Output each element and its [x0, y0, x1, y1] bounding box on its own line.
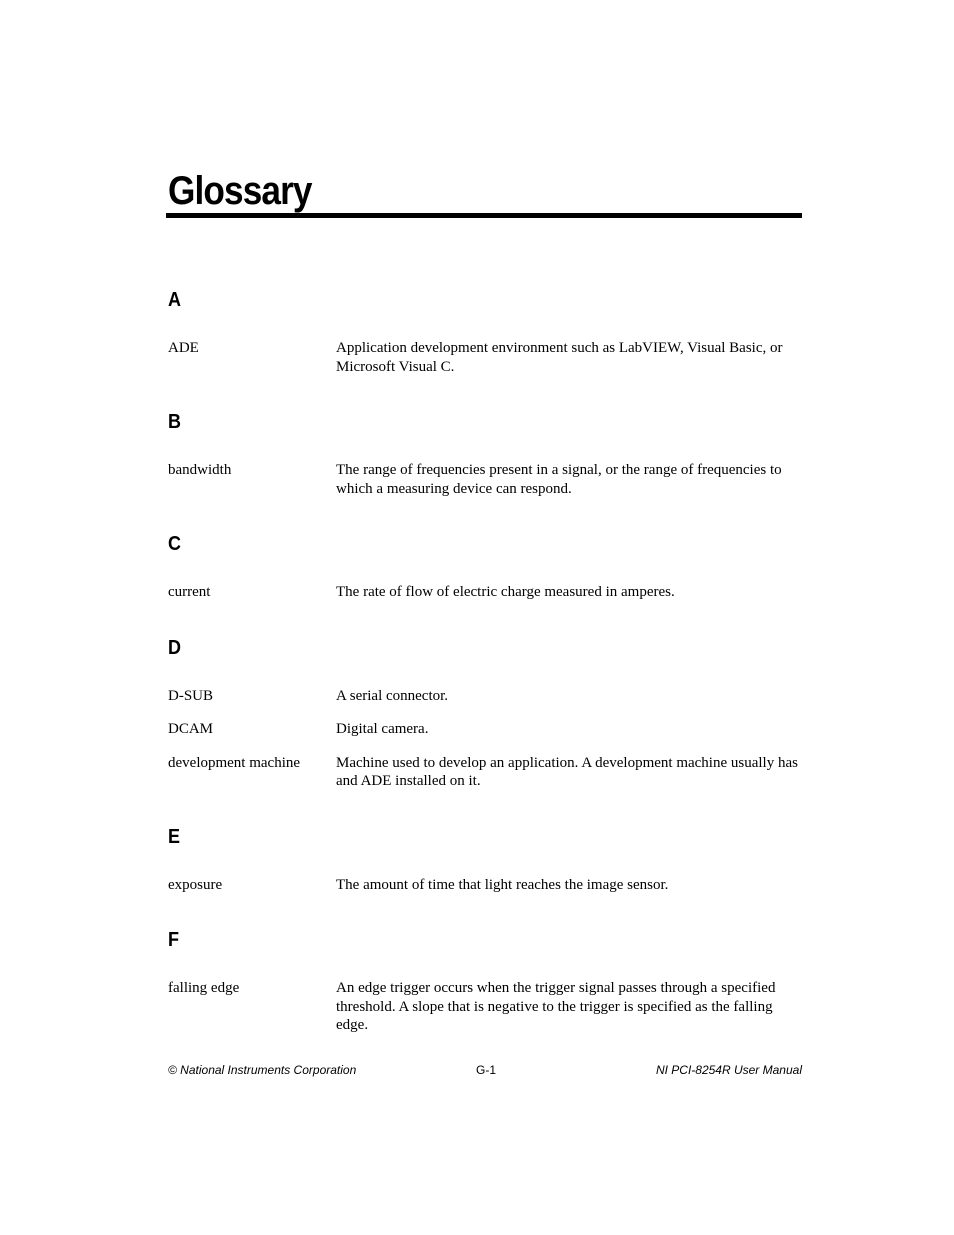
section-letter: E — [168, 825, 181, 848]
glossary-entry — [168, 461, 802, 498]
glossary-definition: The range of frequencies present in a signal, or the range of frequencies to which a measuring device can respond. — [336, 462, 782, 497]
glossary-term: current — [168, 584, 211, 600]
glossary-term: D-SUB — [168, 687, 214, 704]
glossary-term: exposure — [168, 876, 223, 893]
section-letter: C — [168, 533, 182, 555]
glossary-term: falling edge — [168, 980, 240, 996]
section-gap — [168, 806, 802, 825]
glossary-definition: A serial connector. — [336, 687, 449, 704]
glossary-content — [168, 288, 802, 1050]
glossary-definition: An edge trigger occurs when the trigger signal passes through a specified threshold. A slope that is negative to the trigger is specified as the falling edge. — [336, 980, 776, 1033]
glossary-term: ADE — [168, 340, 199, 356]
glossary-entry — [168, 979, 802, 1035]
section-letter: B — [168, 411, 182, 433]
glossary-section-d — [168, 636, 802, 791]
glossary-definition: Application development environment such as LabVIEW, Visual Basic, or Microsoft Visual C. — [336, 340, 783, 375]
footer-manual-title: NI PCI-8254R User Manual — [655, 1063, 802, 1077]
glossary-section-c — [168, 532, 802, 602]
glossary-term: development machine — [168, 754, 301, 771]
glossary-term: DCAM — [168, 721, 214, 737]
glossary-entry — [168, 339, 802, 376]
section-gap — [168, 513, 802, 532]
glossary-section-a — [168, 288, 802, 376]
glossary-section-b — [168, 410, 802, 498]
glossary-definition: The amount of time that light reaches the image sensor. — [336, 876, 669, 893]
glossary-section-f — [168, 928, 802, 1035]
section-gap — [168, 617, 802, 636]
glossary-definition: Digital camera. — [336, 721, 429, 737]
footer-page-number: G-1 — [476, 1063, 497, 1077]
glossary-term: bandwidth — [168, 462, 232, 478]
glossary-entry — [168, 876, 802, 895]
section-letter: D — [168, 636, 182, 659]
page-title: Glossary — [168, 169, 312, 213]
section-gap — [168, 909, 802, 928]
section-letter: A — [168, 289, 182, 311]
section-letter: F — [168, 929, 179, 951]
glossary-section-e — [168, 825, 802, 895]
title-rule — [166, 213, 802, 218]
glossary-definition: Machine used to develop an application. A development machine usually has and ADE installed on it. — [336, 754, 798, 789]
glossary-entry — [168, 720, 802, 739]
page-footer — [168, 1062, 802, 1078]
glossary-definition: The rate of flow of electric charge measured in amperes. — [336, 584, 675, 600]
section-gap — [168, 391, 802, 410]
footer-copyright: © National Instruments Corporation — [168, 1063, 357, 1077]
glossary-entry — [168, 583, 802, 602]
glossary-entry — [168, 754, 802, 791]
glossary-entry — [168, 687, 802, 706]
